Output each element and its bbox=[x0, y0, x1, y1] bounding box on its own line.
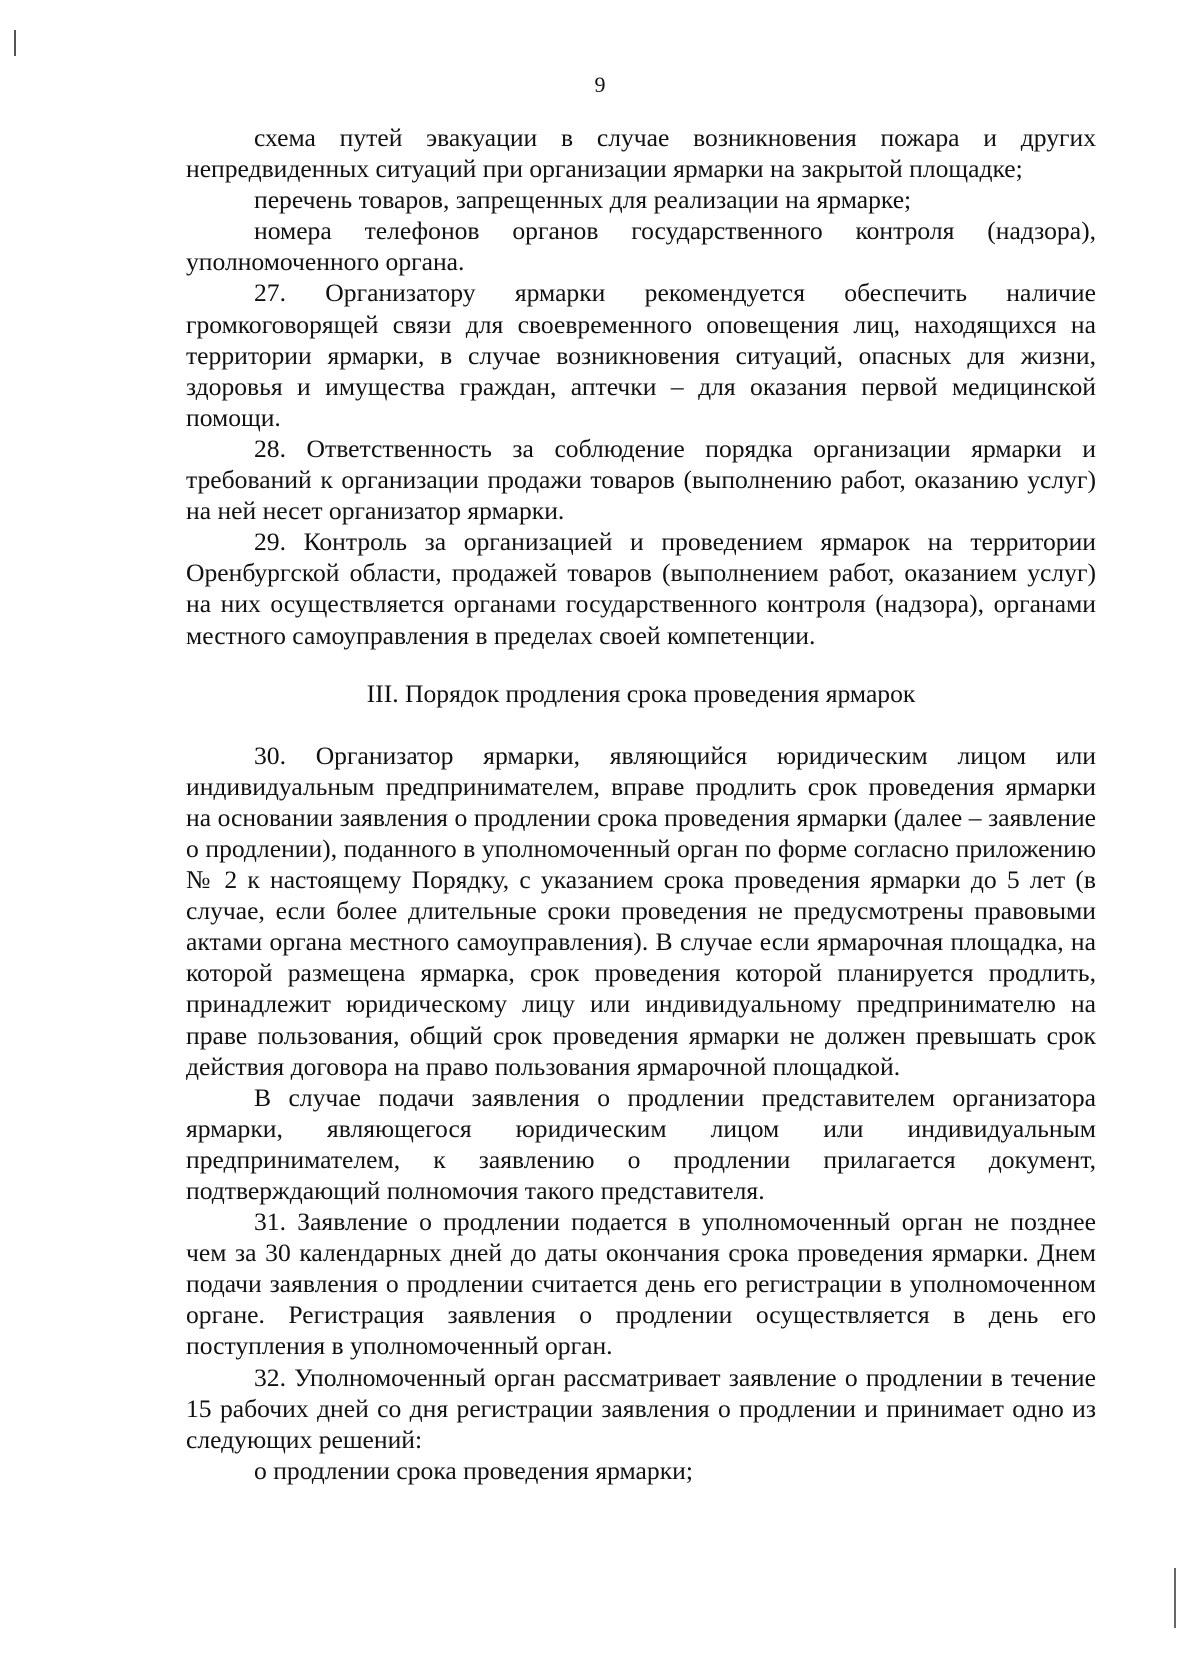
paragraph-prohibited-goods: перечень товаров, запрещенных для реализации на ярмарке; bbox=[254, 185, 912, 215]
scan-edge-mark-right bbox=[1174, 1568, 1176, 1628]
paragraph-representative: В случае подачи заявления о продлении представителем организатора ярмарки, являющегося юридическим лицом или индивидуальным предпринимателем, к заявлению о продлении прилагается документ, подтверждающий полномочия такого представителя. bbox=[186, 1082, 1096, 1205]
paragraph-item-27: 27. Организатору ярмарки рекомендуется обеспечить наличие громкоговорящей связи для своевременного оповещения лиц, находящихся на территории ярмарки, в случае возникновения ситуаций, опасных для жизни, здоровья и имущества граждан, аптечки – для оказания первой медицинской помощи. bbox=[186, 278, 1096, 432]
paragraph-decision-extend: о продлении срока проведения ярмарки; bbox=[254, 1455, 693, 1485]
scan-edge-mark-left bbox=[14, 30, 16, 56]
paragraph-item-31: 31. Заявление о продлении подается в уполномоченный орган не позднее чем за 30 календарных дней до даты окончания срока проведения ярмарки. Днем подачи заявления о продлении считается день его регистрации в уполномоченном органе. Регистрация заявления о продлении осуществляется в день его поступления в уполномоченный орган. bbox=[186, 1207, 1096, 1361]
paragraph-item-28: 28. Ответственность за соблюдение порядка организации ярмарки и требований к организации продажи товаров (выполнению работ, оказанию услуг) на ней несет организатор ярмарки. bbox=[186, 433, 1096, 526]
paragraph-phone-numbers: номера телефонов органов государственного контроля (надзора), уполномоченного органа. bbox=[186, 216, 1096, 277]
document-body bbox=[186, 122, 1096, 1486]
paragraph-evacuation-scheme: схема путей эвакуации в случае возникновения пожара и других непредвиденных ситуаций при организации ярмарки на закрытой площадке; bbox=[186, 123, 1096, 184]
section-heading: III. Порядок продления срока проведения ярмарок bbox=[366, 678, 916, 708]
page-number: 9 bbox=[594, 72, 606, 97]
paragraph-item-30: 30. Организатор ярмарки, являющийся юридическим лицом или индивидуальным предпринимателем, вправе продлить срок проведения ярмарки на основании заявления о продлении срока проведения ярмарки (далее – заявление о продлении), поданного в уполномоченный орган по форме согласно приложению № 2 к настоящему Порядку, с указанием срока проведения ярмарки до 5 лет (в случае, если более длительные сроки проведения не предусмотрены правовыми актами органа местного самоуправления). В случае если ярмарочная площадка, на которой размещена ярмарка, срок проведения которой планируется продлить, принадлежит юридическому лицу или индивидуальному предпринимателю на праве пользования, общий срок проведения ярмарки не должен превышать срок действия договора на право пользования ярмарочной площадкой. bbox=[186, 740, 1096, 1081]
paragraph-item-32: 32. Уполномоченный орган рассматривает заявление о продлении в течение 15 рабочих дней со дня регистрации заявления о продлении и принимает одно из следующих решений: bbox=[186, 1362, 1096, 1454]
paragraph-item-29: 29. Контроль за организацией и проведением ярмарок на территории Оренбургской области, продажей товаров (выполнением работ, оказанием услуг) на них осуществляется органами государственного контроля (надзора), органами местного самоуправления в пределах своей компетенции. bbox=[186, 527, 1096, 650]
